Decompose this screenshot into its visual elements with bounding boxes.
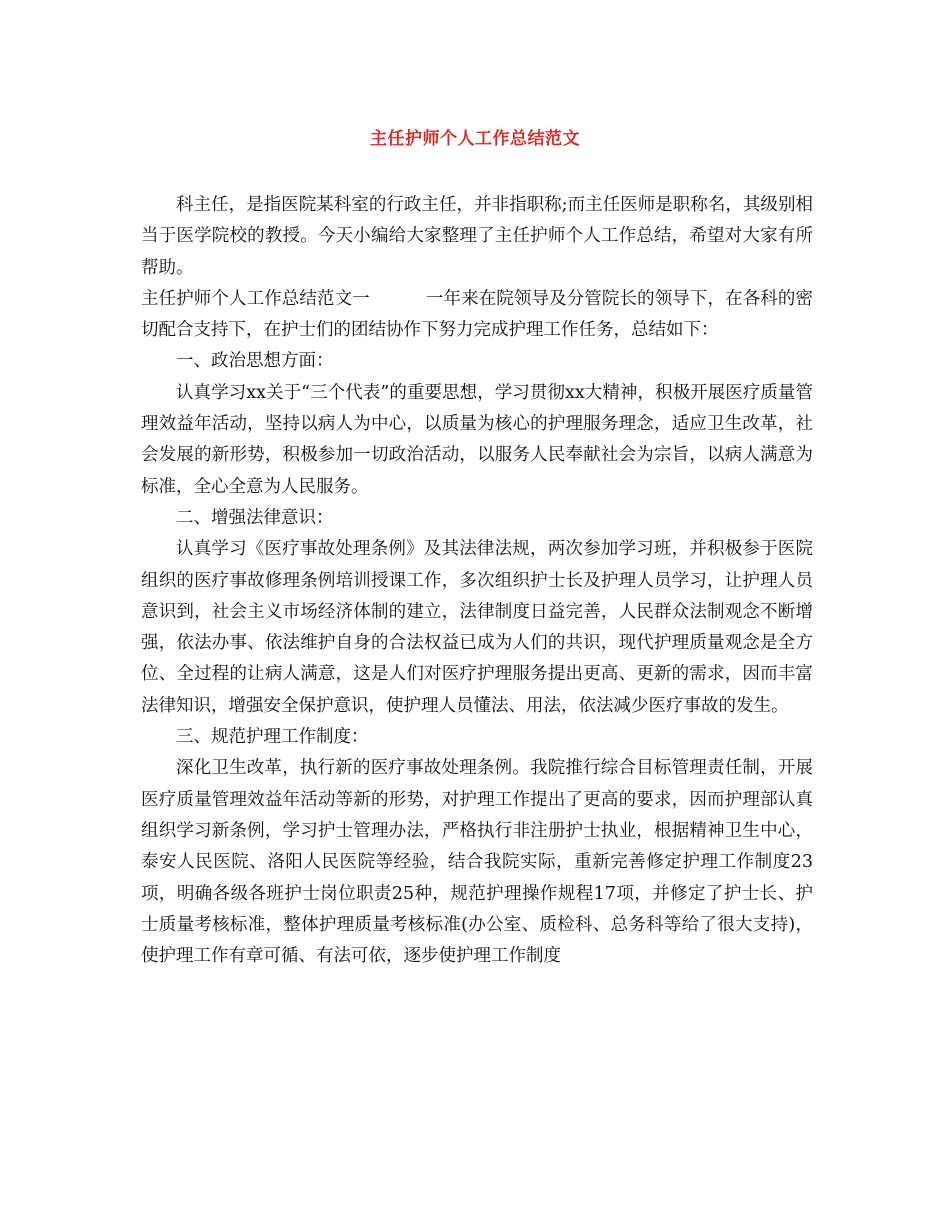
section-heading-regulations: 三、规范护理工作制度： [176,727,369,748]
document-title: 主任护师个人工作总结范文 [370,129,580,149]
section-body-regulations: 深化卫生改革，执行新的医疗事故处理条例。我院推行综合目标管理责任制，开展医疗质量管理效益年活动等新的形势，对护理工作提出了更高的要求，因而护理部认真组织学习新条例，学习护士管理办法，严格执行非注册护士执业，根据精神卫生中心，泰安人民医院、洛阳人民医院等经验，结合我院实际，重新完善修定护理工作制度23项，明确各级各班护士岗位职责25种，规范护理操作规程17项，并修定了护士长、护士质量考核标准，整体护理质量考核标准(办公室、质检科、总务科等给了很大支持)，使护理工作有章可循、有法可依，逐步使护理工作制度 [141,758,813,967]
section-heading-politics: 一、政治思想方面： [176,351,334,372]
document-body [141,190,813,972]
article-heading-paragraph [141,284,813,347]
section-heading-law: 二、增强法律意识： [176,507,334,528]
article-opening-text: 一年来在院领导及分管院长的领导下，在各科的密切配合支持下，在护士们的团结协作下努力完成护理工作任务，总结如下： [141,288,814,341]
section-body-law: 认真学习《医疗事故处理条例》及其法律法规，两次参加学习班，并积极参于医院组织的医疗事故修理条例培训授课工作，多次组织护士长及护理人员学习，让护理人员意识到，社会主义市场经济体制的建立，法律制度日益完善，人民群众法制观念不断增强，依法办事、依法维护自身的合法权益已成为人们的共识，现代护理质量观念是全方位、全过程的让病人满意，这是人们对医疗护理服务提出更高、更新的需求，因而丰富法律知识，增强安全保护意识，使护理人员懂法、用法，依法减少医疗事故的发生。 [141,539,813,716]
intro-paragraph: 科主任，是指医院某科室的行政主任，并非指职称;而主任医师是职称名，其级别相当于医学院校的教授。今天小编给大家整理了主任护师个人工作总结，希望对大家有所帮助。 [141,195,813,278]
section-body-politics: 认真学习xx关于“三个代表”的重要思想，学习贯彻xx大精神，积极开展医疗质量管理效益年活动，坚持以病人为中心，以质量为核心的护理服务理念，适应卫生改革，社会发展的新形势，积极参加一切政治活动，以服务人民奉献社会为宗旨，以病人满意为标准，全心全意为人民服务。 [141,382,813,497]
article-heading-label: 主任护师个人工作总结范文一 [141,288,370,309]
